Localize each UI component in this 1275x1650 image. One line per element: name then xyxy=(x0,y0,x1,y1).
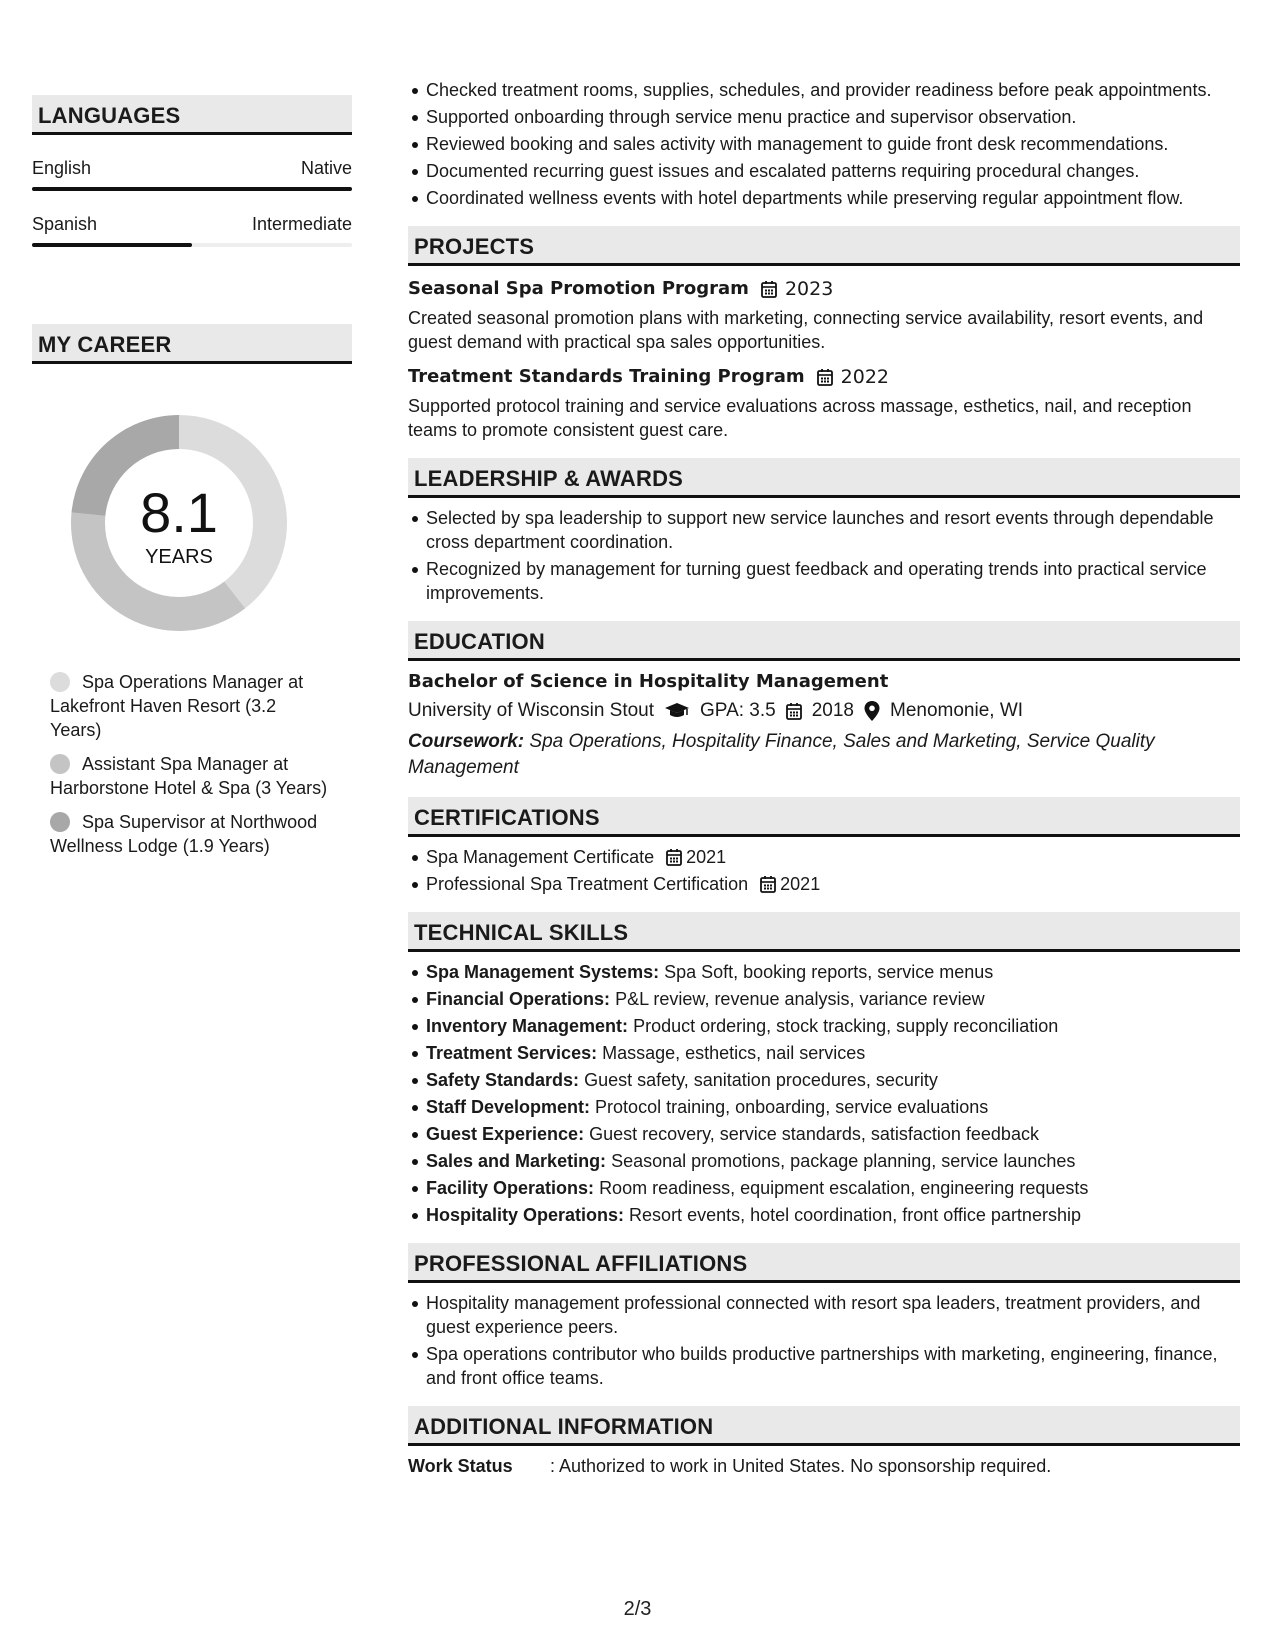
certifications-heading: CERTIFICATIONS xyxy=(408,797,1240,837)
skill-item xyxy=(426,1203,1240,1227)
language-level: Native xyxy=(300,158,352,178)
career-role-text: Assistant Spa Manager at Harborstone Hotel & Spa (3 Years) xyxy=(50,754,328,798)
skill-value: Spa Soft, booking reports, service menus xyxy=(664,962,994,982)
leadership-item: Recognized by management for turning guest feedback and operating trends into practical service improvements. xyxy=(426,557,1240,605)
skill-item xyxy=(426,987,1240,1011)
skill-value: Guest safety, sanitation procedures, security xyxy=(584,1070,938,1090)
affiliation-item: Spa operations contributor who builds productive partnerships with marketing, engineering, finance, and front office teams. xyxy=(426,1342,1240,1390)
page-number: 2/3 xyxy=(623,1598,652,1620)
skill-item xyxy=(426,1095,1240,1119)
language-bar-fill xyxy=(32,243,192,247)
affiliations-list xyxy=(408,1291,1240,1390)
skill-value: Seasonal promotions, package planning, service launches xyxy=(611,1151,1076,1171)
experience-bullet: Reviewed booking and sales activity with management to guide front desk recommendations. xyxy=(426,132,1240,156)
skill-label: Financial Operations: xyxy=(426,989,611,1009)
location-pin-icon xyxy=(864,701,880,721)
career-legend xyxy=(32,670,352,858)
skill-value: Guest recovery, service standards, satisfaction feedback xyxy=(589,1124,1039,1144)
school-location: Menomonie, WI xyxy=(890,700,1024,721)
experience-bullets xyxy=(408,78,1240,210)
certification-item xyxy=(426,872,1240,896)
career-role xyxy=(50,752,352,800)
career-role xyxy=(50,810,352,858)
legend-swatch xyxy=(50,672,70,692)
graduation-year: 2018 xyxy=(811,700,854,721)
skill-value: P&L review, revenue analysis, variance review xyxy=(615,989,985,1009)
certification-name: Spa Management Certificate xyxy=(426,847,655,867)
career-total-unit: YEARS xyxy=(145,546,213,568)
skill-label: Treatment Services: xyxy=(426,1043,598,1063)
language-bar-fill xyxy=(32,187,352,191)
skill-label: Inventory Management: xyxy=(426,1016,629,1036)
career-heading: MY CAREER xyxy=(32,324,352,364)
degree-title: Bachelor of Science in Hospitality Management xyxy=(408,671,889,692)
project-description: Supported protocol training and service evaluations across massage, esthetics, nail, and reception teams to promote consistent guest care. xyxy=(408,396,1192,440)
language-name: English xyxy=(32,158,92,178)
experience-bullet: Supported onboarding through service menu practice and supervisor observation. xyxy=(426,105,1240,129)
skill-item xyxy=(426,1014,1240,1038)
work-status-value: : Authorized to work in United States. No sponsorship required. xyxy=(550,1456,1052,1476)
skill-item xyxy=(426,1176,1240,1200)
language-english xyxy=(32,157,352,191)
skill-label: Facility Operations: xyxy=(426,1178,595,1198)
affiliation-item: Hospitality management professional connected with resort spa leaders, treatment providers, and guest experience peers. xyxy=(426,1291,1240,1339)
legend-swatch xyxy=(50,812,70,832)
work-status-row xyxy=(408,1454,1240,1478)
experience-bullet: Documented recurring guest issues and escalated patterns requiring procedural changes. xyxy=(426,159,1240,183)
skill-value: Protocol training, onboarding, service evaluations xyxy=(595,1097,989,1117)
language-name: Spanish xyxy=(32,214,98,234)
language-spanish xyxy=(32,213,352,247)
sidebar xyxy=(32,95,352,858)
language-bar xyxy=(32,187,352,191)
certification-year: 2021 xyxy=(780,874,821,894)
skill-value: Resort events, hotel coordination, front office partnership xyxy=(629,1205,1081,1225)
languages-heading: LANGUAGES xyxy=(32,95,352,135)
skills-list xyxy=(408,960,1240,1227)
career-role xyxy=(50,670,352,742)
calendar-icon xyxy=(666,848,682,866)
career-donut-chart xyxy=(64,408,294,638)
skill-item xyxy=(426,1068,1240,1092)
language-bar xyxy=(32,243,352,247)
work-status-label: Work Status xyxy=(408,1456,513,1476)
experience-bullet: Coordinated wellness events with hotel departments while preserving regular appointment flow. xyxy=(426,186,1240,210)
skill-label: Guest Experience: xyxy=(426,1124,585,1144)
experience-bullet: Checked treatment rooms, supplies, schedules, and provider readiness before peak appointments. xyxy=(426,78,1240,102)
calendar-icon xyxy=(817,368,833,386)
school-name: University of Wisconsin Stout xyxy=(408,700,655,721)
project-item xyxy=(408,364,1240,442)
career-total-years: 8.1 xyxy=(140,481,218,544)
certification-year: 2021 xyxy=(686,847,727,867)
calendar-icon xyxy=(761,280,777,298)
skill-label: Hospitality Operations: xyxy=(426,1205,625,1225)
skills-heading: TECHNICAL SKILLS xyxy=(408,912,1240,952)
certification-item xyxy=(426,845,1240,869)
main-content xyxy=(408,78,1240,1478)
coursework-label: Coursework: xyxy=(408,731,525,752)
skill-label: Sales and Marketing: xyxy=(426,1151,607,1171)
skill-label: Safety Standards: xyxy=(426,1070,580,1090)
certifications-list xyxy=(408,845,1240,896)
leadership-item: Selected by spa leadership to support new service launches and resort events through dependable cross department coordination. xyxy=(426,506,1240,554)
donut-center xyxy=(64,408,294,638)
additional-heading: ADDITIONAL INFORMATION xyxy=(408,1406,1240,1446)
leadership-heading: LEADERSHIP & AWARDS xyxy=(408,458,1240,498)
career-role-text: Spa Supervisor at Northwood Wellness Lodge (1.9 Years) xyxy=(50,812,318,856)
skill-label: Staff Development: xyxy=(426,1097,591,1117)
language-level: Intermediate xyxy=(251,214,352,234)
coursework-list: Spa Operations, Hospitality Finance, Sales and Marketing, Service Quality Management xyxy=(408,731,1155,778)
skill-label: Spa Management Systems: xyxy=(426,962,660,982)
skill-item xyxy=(426,1149,1240,1173)
certification-name: Professional Spa Treatment Certification xyxy=(426,874,749,894)
graduation-cap-icon xyxy=(664,702,690,720)
coursework xyxy=(408,729,1240,781)
skill-value: Room readiness, equipment escalation, engineering requests xyxy=(599,1178,1089,1198)
calendar-icon xyxy=(786,702,802,720)
project-description: Created seasonal promotion plans with marketing, connecting service availability, resort events, and guest demand with practical spa sales opportunities. xyxy=(408,308,1204,352)
leadership-list xyxy=(408,506,1240,605)
project-year: 2022 xyxy=(840,366,889,388)
project-year: 2023 xyxy=(784,278,834,300)
project-title: Seasonal Spa Promotion Program xyxy=(408,278,749,299)
calendar-icon xyxy=(760,875,776,893)
gpa: GPA: 3.5 xyxy=(700,700,776,721)
projects-heading: PROJECTS xyxy=(408,226,1240,266)
skill-value: Product ordering, stock tracking, supply reconciliation xyxy=(633,1016,1059,1036)
project-title: Treatment Standards Training Program xyxy=(408,366,805,387)
career-role-text: Spa Operations Manager at Lakefront Haven Resort (3.2 Years) xyxy=(50,672,304,740)
education-heading: EDUCATION xyxy=(408,621,1240,661)
education-meta xyxy=(408,697,1240,725)
skill-item xyxy=(426,1041,1240,1065)
skill-value: Massage, esthetics, nail services xyxy=(602,1043,866,1063)
skill-item xyxy=(426,1122,1240,1146)
skill-item xyxy=(426,960,1240,984)
project-item xyxy=(408,276,1240,354)
legend-swatch xyxy=(50,754,70,774)
affiliations-heading: PROFESSIONAL AFFILIATIONS xyxy=(408,1243,1240,1283)
